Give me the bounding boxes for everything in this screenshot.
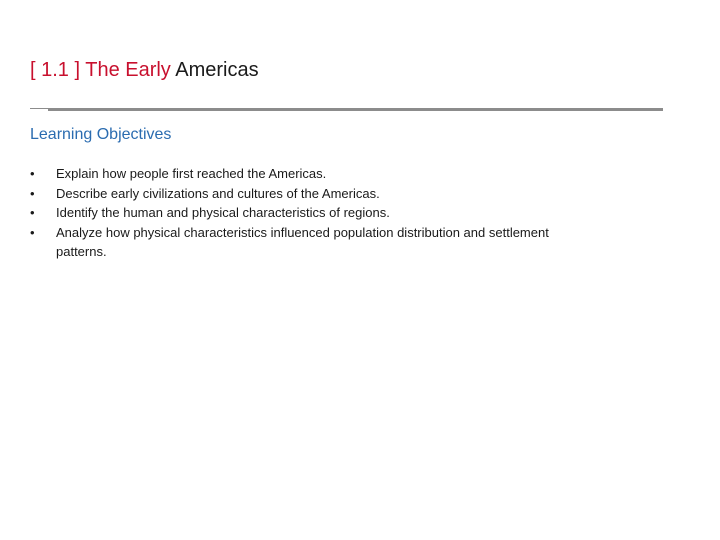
divider-short xyxy=(30,108,50,109)
list-item xyxy=(30,184,590,204)
objective-text: Identify the human and physical characteristics of regions. xyxy=(56,205,390,220)
page-title xyxy=(30,57,259,83)
divider xyxy=(48,108,663,111)
bullet-icon: • xyxy=(30,166,35,181)
section-heading: Learning Objectives xyxy=(30,126,172,143)
bullet-icon: • xyxy=(30,224,35,240)
bullet-icon: • xyxy=(30,205,35,220)
list-item xyxy=(30,203,590,223)
list-item xyxy=(30,223,590,262)
objective-text: Explain how people first reached the Americas. xyxy=(56,166,327,181)
objective-text: Describe early civilizations and cultures of the Americas. xyxy=(56,185,380,201)
objective-text: Analyze how physical characteristics influenced population distribution and settlement patterns. xyxy=(56,224,549,259)
title-prefix: [ 1.1 ] The Early xyxy=(30,59,171,81)
objectives-list xyxy=(30,164,590,262)
list-item xyxy=(30,164,590,184)
bullet-icon: • xyxy=(30,185,35,201)
title-suffix: Americas xyxy=(175,59,259,81)
